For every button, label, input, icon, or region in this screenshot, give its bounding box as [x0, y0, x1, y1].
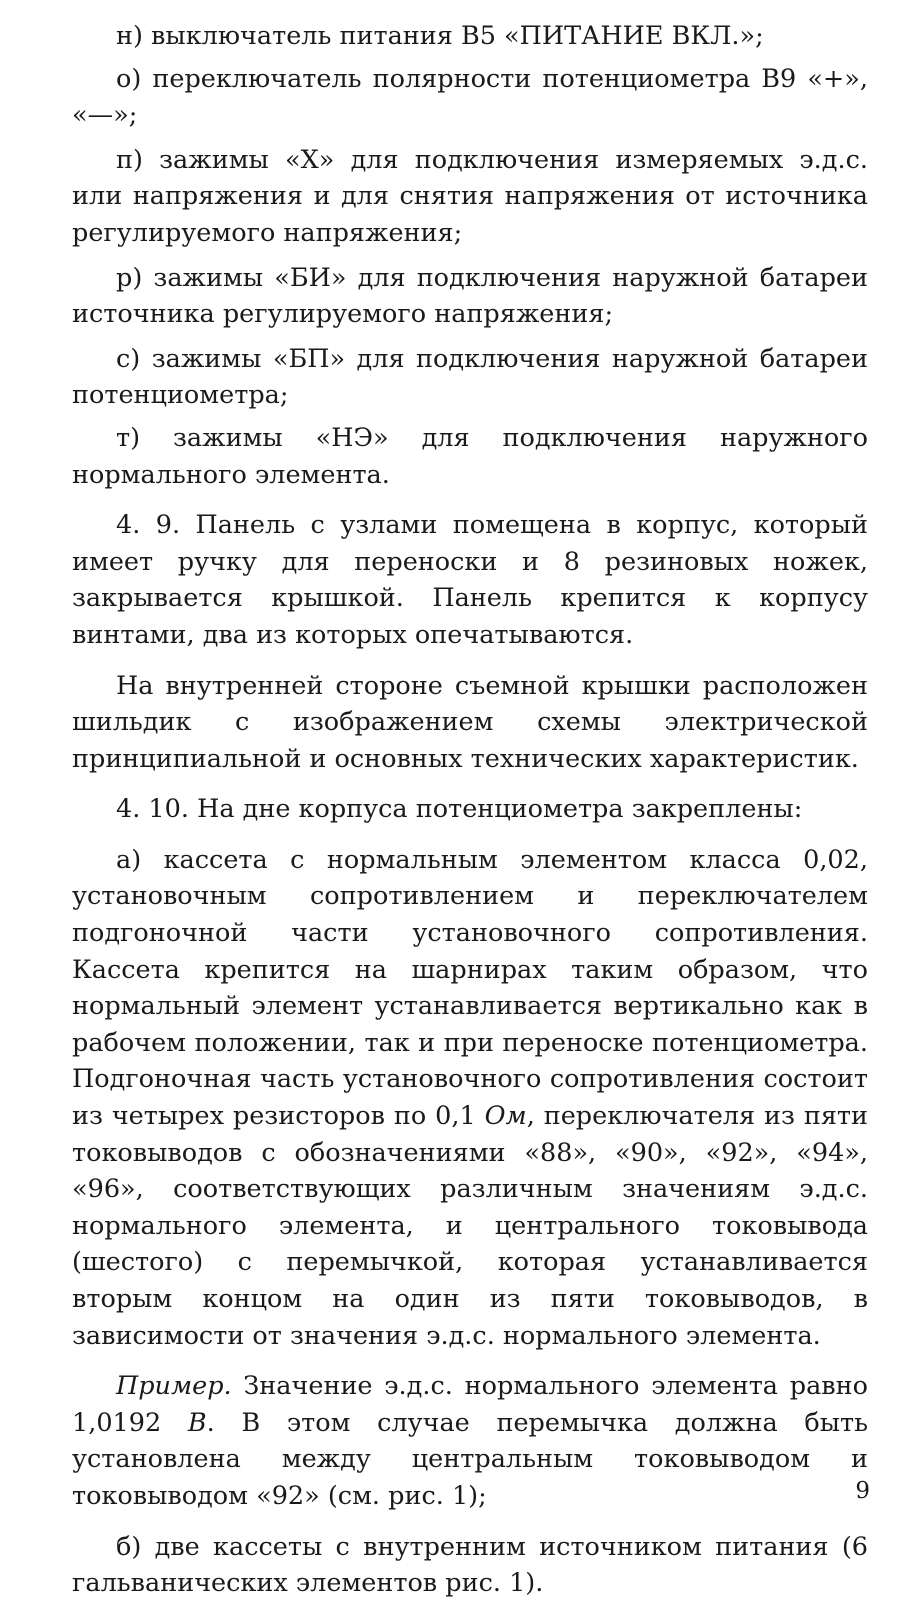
paragraph-plate: На внутренней стороне съемной крышки расположен шильдик с изображением схемы электрической принципиальной и основных технических характеристик.	[72, 670, 868, 774]
example-paragraph	[72, 1368, 868, 1514]
item-t: т) зажимы «НЭ» для подключения наружного нормального элемента.	[72, 422, 868, 490]
item-o: о) переключатель полярности потенциометра В9 «+», «—»;	[72, 63, 868, 131]
item-s: с) зажимы «БП» для подключения наружной батареи потенциометра;	[72, 343, 868, 411]
example-text-1: Значение э.д.с. нормального элемента равно 1,0192	[72, 1371, 868, 1438]
page-text	[72, 18, 868, 1608]
item-n: н) выключатель питания В5 «ПИТАНИЕ ВКЛ.»;	[116, 21, 764, 51]
item-b: б) две кассеты с внутренним источником питания (6 гальванических элементов рис. 1).	[72, 1531, 868, 1599]
item-a-text-2: , переключателя из пяти токовыводов с обозначениями «88», «90», «92», «94», «96», соответствующих различным значениям э.д.с. нормального элемента, и центрального токовывода (шестого) с перемычкой, которая устанавливается вторым концом на один из пяти токовыводов, в зависимости от значения э.д.с. нормального элемента.	[72, 1101, 869, 1351]
unit-ohm: Ом	[484, 1101, 527, 1132]
item-a	[72, 842, 868, 1354]
example-text-2: . В этом случае перемычка должна быть установлена между центральным токовыводом и токовыводом «92» (см. рис. 1);	[72, 1407, 868, 1511]
example-label: Пример.	[116, 1371, 232, 1402]
item-p: п) зажимы «Х» для подключения измеряемых э.д.с. или напряжения и для снятия напряжения от источника регулируемого напряжения;	[72, 144, 868, 248]
heading-4-10: 4. 10. На дне корпуса потенциометра закреплены:	[116, 794, 803, 825]
item-a-text-1: а) кассета с нормальным элементом класса 0,02, установочным сопротивлением и переключателем подгоночной части установочного сопротивления. Кассета крепится на шарнирах таким образом, что нормальный элемент устанавливается вертикально как в рабочем положении, так и при переноске потенциометра. Подгоночная часть установочного сопротивления состоит из четырех резисторов по 0,1	[72, 844, 868, 1132]
item-r: р) зажимы «БИ» для подключения наружной батареи источника регулируемого напряжения;	[72, 262, 868, 330]
unit-volt: В	[187, 1407, 207, 1438]
page-number: 9	[855, 1478, 870, 1504]
paragraph-4-9: 4. 9. Панель с узлами помещена в корпус, который имеет ручку для переноски и 8 резиновых ножек, закрывается крышкой. Панель крепится к корпусу винтами, два из которых опечатываются.	[72, 510, 868, 650]
